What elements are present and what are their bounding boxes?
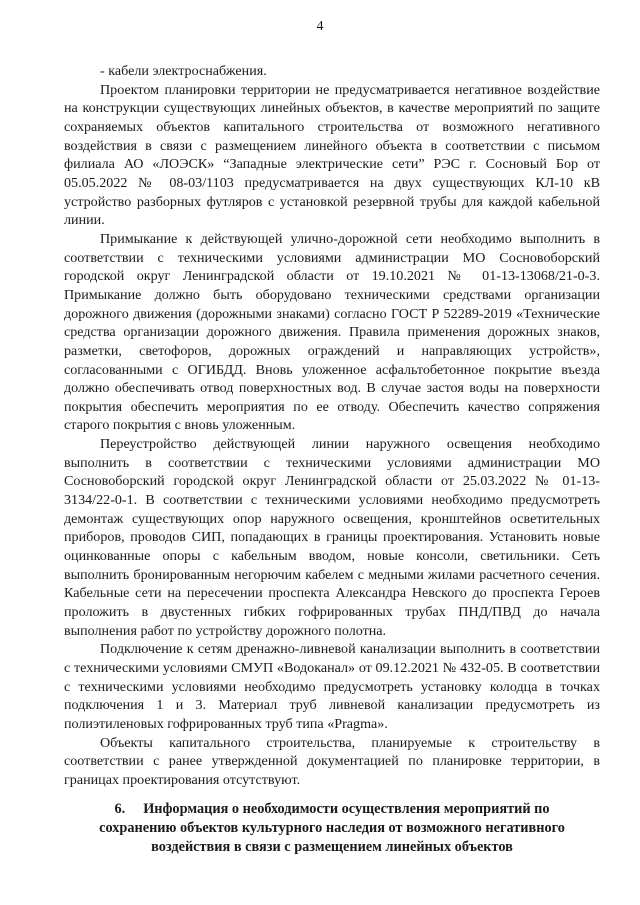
paragraph-cable-list-item: - кабели электроснабжения. [100, 63, 267, 79]
section-number: 6. [114, 800, 126, 817]
paragraph-capital-construction: Объекты капитального строительства, планируемые к строительству в соответствии с ранее утвержденной документацией по планировке территории, в границах проектирования отсутствуют. [64, 734, 600, 788]
paragraph-outdoor-lighting: Переустройство действующей линии наружного освещения необходимо выполнить в соответствии с техническими условиями администрации МО Сосновоборский городской округ Ленинградской области от 25.03.2022 № 01-13-3134/22-0-1. В соответствии с техническими условиями необходимо предусмотреть демонтаж существующих опор наружного освещения, кронштейнов осветительных приборов, проводов СИП, попадающих в границы проектирования. Установить новые оцинкованные опоры с кабельным вводом, новые консоли, светильники. Сеть выполнить бронированным негорючим кабелем с медными жилами расчетного сечения. Кабельные сети на пересечении проспекта Александра Невского до проспекта Героев проложить в двустенных гибких гофрированных трубах ПНД/ПВД до начала выполнения работ по устройству дорожного полотна. [64, 436, 600, 639]
document-body [64, 62, 600, 857]
page-number: 4 [316, 19, 324, 34]
paragraph-existing-lines-protection: Проектом планировки территории не предусматривается негативное воздействие на конструкции существующих линейных объектов, в качестве мероприятий по защите сохраняемых объектов капитального строительства от возможного негативного воздействия в связи с размещением линейного объекта в соответствии с письмом филиала АО «ЛОЭСК» “Западные электрические сети” РЭС г. Сосновый Бор от 05.05.2022 № 08-03/1103 предусматривается на двух существующих КЛ-10 кВ устройство разборных футляров с установкой резервной трубы для каждой кабельной линии. [64, 81, 600, 229]
paragraph-storm-sewer: Подключение к сетям дренажно-ливневой канализации выполнить в соответствии с техническими условиями СМУП «Водоканал» от 09.12.2021 № 432-05. В соответствии с техническими условиями необходимо предусмотреть установку колодца в точках подключения 1 и 3. Материал труб ливневой канализации предусмотреть из полиэтиленовых гофрированных труб типа «Pragma». [64, 641, 600, 732]
section-heading [64, 800, 600, 857]
paragraph-road-network-junction: Примыкание к действующей улично-дорожной сети необходимо выполнить в соответствии с техническими условиями администрации МО Сосновоборский городской округ Ленинградской области от 19.10.2021 № 01-13-13068/21-0-3. Примыкание должно быть оборудовано техническими средствами организации дорожного движения (дорожными знаками) согласно ГОСТ Р 52289-2019 «Технические средства организации дорожного движения. Правила применения дорожных знаков, разметки, светофоров, дорожных ограждений и направляющих устройств», согласованными с ОГИБДД. Вновь уложенное асфальтобетонное покрытие въезда должно обеспечивать отвод поверхностных вод. В случае застоя воды на поверхности покрытия обеспечить мероприятия по ее отводу. Обеспечить качество сопряжения старого покрытия с вновь уложенным. [64, 230, 600, 434]
section-title: Информация о необходимости осуществления мероприятий по сохранению объектов культурного наследия от возможного негативного воздействия в связи с размещением линейных объектов [99, 800, 565, 855]
